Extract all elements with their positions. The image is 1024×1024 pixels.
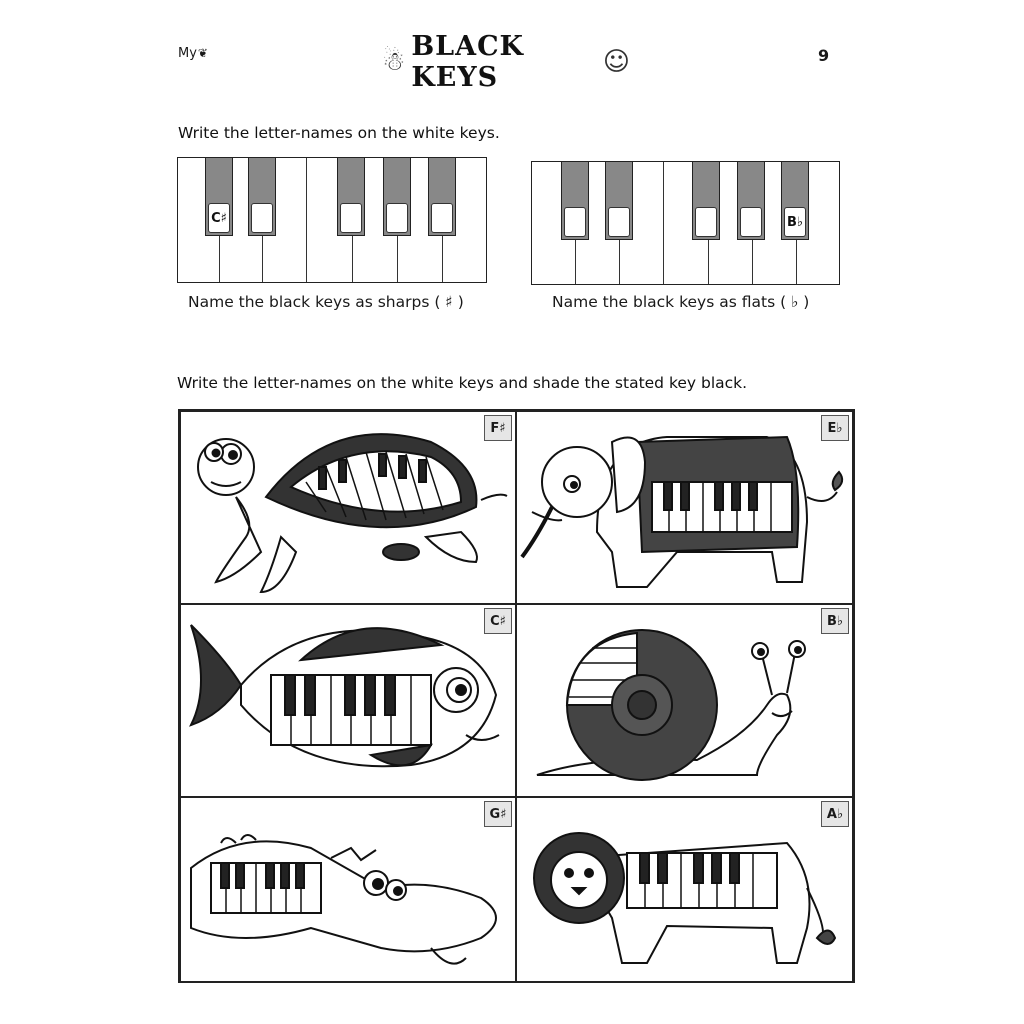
doodle-icon: ❦ <box>197 46 208 60</box>
cell-turtle <box>180 411 516 604</box>
cell-crocodile <box>180 797 516 983</box>
stated-key-tag: A♭ <box>821 801 849 827</box>
black-key-label-box[interactable] <box>431 203 453 233</box>
cell-fish <box>180 604 516 797</box>
stated-key-tag: E♭ <box>821 415 849 441</box>
page-number: 9 <box>818 46 830 65</box>
black-key-label-box[interactable] <box>251 203 273 233</box>
black-key <box>692 162 720 240</box>
black-key <box>605 162 633 240</box>
black-key <box>205 158 233 236</box>
black-key-label-box: B♭ <box>784 207 806 237</box>
snail-icon <box>517 605 853 797</box>
page-title: ☃ BLACK KEYS ☺ <box>382 31 630 93</box>
elephant-icon <box>517 412 853 604</box>
stated-key-tag: B♭ <box>821 608 849 634</box>
black-key <box>561 162 589 240</box>
crocodile-icon <box>181 798 516 983</box>
black-key <box>737 162 765 240</box>
black-key <box>337 158 365 236</box>
stated-key-tag: C♯ <box>484 608 512 634</box>
black-key <box>248 158 276 236</box>
keyboard-flats <box>531 161 840 285</box>
black-key <box>781 162 809 240</box>
corner-label: My❦ <box>178 46 208 61</box>
cell-elephant <box>516 411 853 604</box>
black-key-label-box: C♯ <box>208 203 230 233</box>
lion-icon <box>517 798 853 983</box>
cell-lion <box>516 797 853 983</box>
turtle-icon <box>181 412 516 604</box>
stated-key-tag: G♯ <box>484 801 512 827</box>
stated-key-tag: F♯ <box>484 415 512 441</box>
caption-flats: Name the black keys as flats ( ♭ ) <box>552 293 810 311</box>
kid-figure-icon: ☺ <box>602 47 630 77</box>
fish-icon <box>181 605 516 797</box>
black-key-label-box[interactable] <box>564 207 586 237</box>
keyboard-sharps <box>177 157 487 283</box>
animal-grid <box>178 409 855 983</box>
caption-sharps: Name the black keys as sharps ( ♯ ) <box>188 293 464 311</box>
black-key-label-box[interactable] <box>386 203 408 233</box>
kid-figure-icon: ☃ <box>382 47 406 77</box>
black-key <box>428 158 456 236</box>
black-key <box>383 158 411 236</box>
black-key-label-box[interactable] <box>608 207 630 237</box>
black-key-label-box[interactable] <box>340 203 362 233</box>
black-key-label-box[interactable] <box>740 207 762 237</box>
cell-snail <box>516 604 853 797</box>
black-key-label-box[interactable] <box>695 207 717 237</box>
instruction-shade-keys: Write the letter-names on the white keys and shade the stated key black. <box>177 374 748 392</box>
instruction-white-keys: Write the letter-names on the white keys. <box>178 124 500 142</box>
